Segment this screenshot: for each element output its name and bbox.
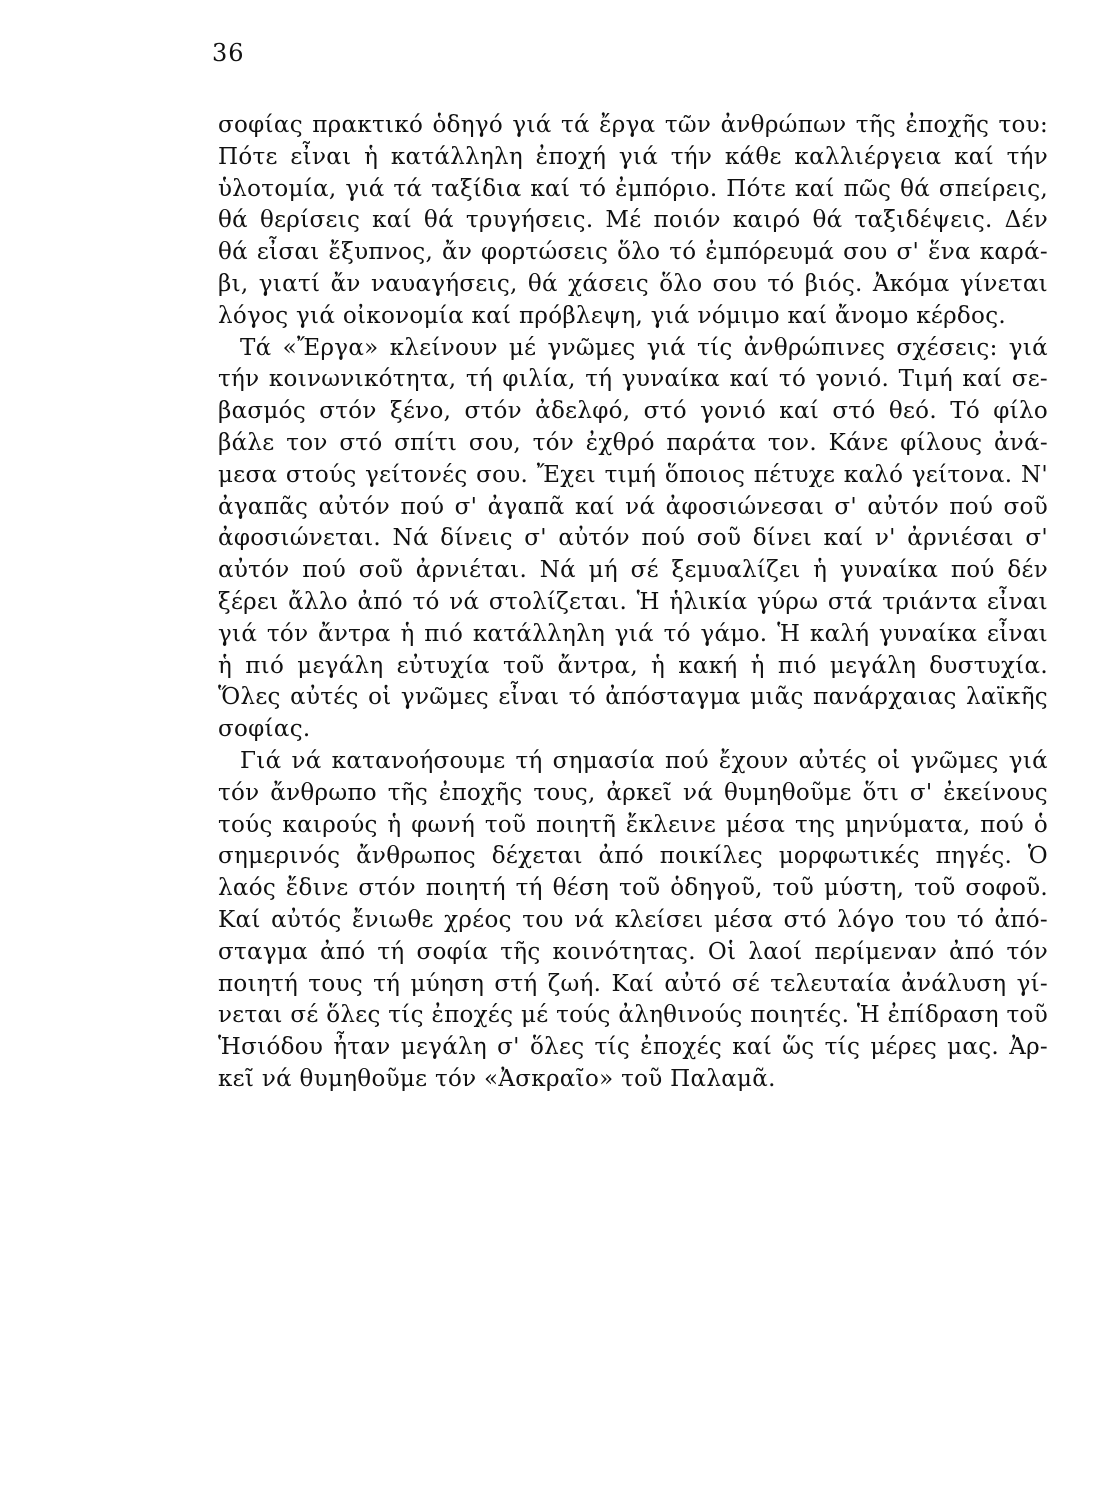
text-line: Γιά νά κατανοήσουμε τή σημασία πού ἔχουν αὐτές οἱ γνῶμες γιά xyxy=(240,747,1048,774)
text-line: τόν ἄνθρωπο τῆς ἐποχῆς τους, ἀρκεῖ νά θυμηθοῦμε ὅτι σ' ἐκείνους xyxy=(218,779,1048,806)
text-line: γιά τόν ἄντρα ἡ πιό κατάλληλη γιά τό γάμο. Ἡ καλή γυναίκα εἶναι xyxy=(218,620,1048,647)
text-line: ἀγαπᾶς αὐτόν πού σ' ἀγαπᾶ καί νά ἀφοσιώνεσαι σ' αὐτόν πού σοῦ xyxy=(218,493,1048,520)
text-line: λόγος γιά οἰκονομία καί πρόβλεψη, γιά νόμιμο καί ἄνομο κέρδος. xyxy=(218,302,1006,329)
text-line: βασμός στόν ξένο, στόν ἀδελφό, στό γονιό καί στό θεό. Τό φίλο xyxy=(218,398,1048,425)
text-line: Τά «Ἔργα» κλείνουν μέ γνῶμες γιά τίς ἀνθρώπινες σχέσεις: γιά xyxy=(240,334,1048,361)
text-line: Ἡσιόδου ἦταν μεγάλη σ' ὅλες τίς ἐποχές καί ὥς τίς μέρες μας. Ἀρ- xyxy=(218,1034,1048,1061)
text-line: νεται σέ ὅλες τίς ἐποχές μέ τούς ἀληθινούς ποιητές. Ἡ ἐπίδραση τοῦ xyxy=(218,1002,1048,1029)
text-line: Πότε εἶναι ἡ κατάλληλη ἐποχή γιά τήν κάθε καλλιέργεια καί τήν xyxy=(218,143,1048,170)
text-line: ἀφοσιώνεται. Νά δίνεις σ' αὐτόν πού σοῦ δίνει καί ν' ἀρνιέσαι σ' xyxy=(218,525,1048,552)
text-line: τήν κοινωνικότητα, τή φιλία, τή γυναίκα καί τό γονιό. Τιμή καί σε- xyxy=(218,366,1048,393)
text-line: μεσα στούς γείτονές σου. Ἔχει τιμή ὅποιος πέτυχε καλό γείτονα. Ν' xyxy=(218,461,1048,488)
text-line: αὐτόν πού σοῦ ἀρνιέται. Νά μή σέ ξεμυαλίζει ἡ γυναίκα πού δέν xyxy=(218,557,1048,584)
body-text xyxy=(218,110,1048,1096)
text-line: βάλε τον στό σπίτι σου, τόν ἐχθρό παράτα τον. Κάνε φίλους ἀνά- xyxy=(218,429,1048,456)
text-line: ποιητή τους τή μύηση στή ζωή. Καί αὐτό σέ τελευταία ἀνάλυση γί- xyxy=(218,970,1048,997)
text-line: βι, γιατί ἄν ναυαγήσεις, θά χάσεις ὅλο σου τό βιός. Ἀκόμα γίνεται xyxy=(218,270,1048,297)
text-line: τούς καιρούς ἡ φωνή τοῦ ποιητῆ ἔκλεινε μέσα της μηνύματα, πού ὁ xyxy=(218,811,1048,838)
text-line: σοφίας πρακτικό ὁδηγό γιά τά ἔργα τῶν ἀνθρώπων τῆς ἐποχῆς του: xyxy=(218,112,1048,138)
text-line: σημερινός ἄνθρωπος δέχεται ἀπό ποικίλες μορφωτικές πηγές. Ὁ xyxy=(218,843,1048,870)
text-line: σοφίας. xyxy=(218,716,311,743)
text-line: κεῖ νά θυμηθοῦμε τόν «Ἀσκραῖο» τοῦ Παλαμᾶ. xyxy=(218,1065,776,1092)
text-line: Ὅλες αὐτές οἱ γνῶμες εἶναι τό ἀπόσταγμα μιᾶς πανάρχαιας λαϊκῆς xyxy=(218,684,1048,711)
text-line: ξέρει ἄλλο ἀπό τό νά στολίζεται. Ἡ ἡλικία γύρω στά τριάντα εἶναι xyxy=(218,588,1048,615)
text-line: θά θερίσεις καί θά τρυγήσεις. Μέ ποιόν καιρό θά ταξιδέψεις. Δέν xyxy=(218,207,1048,234)
text-line: ὑλοτομία, γιά τά ταξίδια καί τό ἐμπόριο. Πότε καί πῶς θά σπείρεις, xyxy=(218,175,1048,202)
text-line: Καί αὐτός ἔνιωθε χρέος του νά κλείσει μέσα στό λόγο του τό ἀπό- xyxy=(218,906,1048,933)
text-line: ἡ πιό μεγάλη εὐτυχία τοῦ ἄντρα, ἡ κακή ἡ πιό μεγάλη δυστυχία. xyxy=(218,652,1048,679)
text-line: λαός ἔδινε στόν ποιητή τή θέση τοῦ ὁδηγοῦ, τοῦ μύστη, τοῦ σοφοῦ. xyxy=(218,875,1048,902)
text-line: θά εἶσαι ἔξυπνος, ἄν φορτώσεις ὅλο τό ἐμπόρευμά σου σ' ἕνα καρά- xyxy=(218,239,1048,266)
page-number: 36 xyxy=(212,39,245,67)
text-line: σταγμα ἀπό τή σοφία τῆς κοινότητας. Οἱ λαοί περίμεναν ἀπό τόν xyxy=(218,938,1048,965)
